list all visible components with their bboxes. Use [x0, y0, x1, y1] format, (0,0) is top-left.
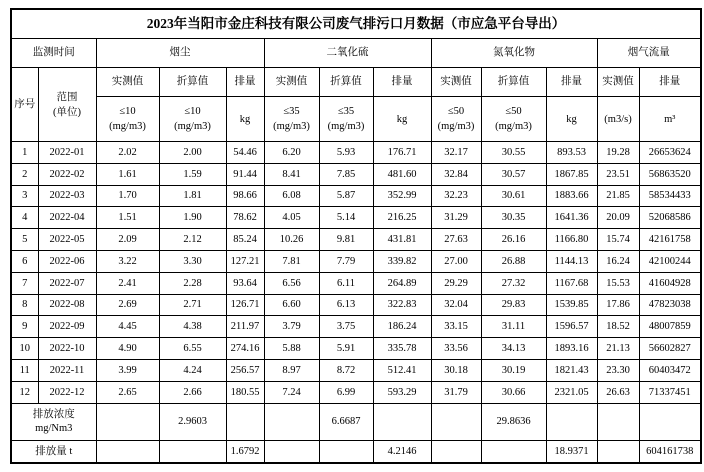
column-header-range-unit [38, 68, 96, 142]
month-cell: 2022-09 [38, 316, 96, 338]
column-unit-cell [431, 97, 481, 142]
summary-value-cell [264, 440, 319, 463]
value-cell: 4.90 [96, 338, 159, 360]
value-cell: 85.24 [226, 229, 264, 251]
column-header-measured: 实测值 [264, 68, 319, 97]
row-index-cell: 6 [11, 250, 38, 272]
row-index-cell: 5 [11, 229, 38, 251]
table-row [11, 142, 701, 164]
value-cell: 9.81 [319, 229, 373, 251]
summary-value-cell [639, 403, 701, 440]
table-row [11, 250, 701, 272]
value-cell: 27.63 [431, 229, 481, 251]
value-cell: 47823038 [639, 294, 701, 316]
column-unit-cell [226, 97, 264, 142]
summary-value-cell [373, 403, 431, 440]
column-header-emission: 排量 [639, 68, 701, 97]
table-row [11, 185, 701, 207]
unit-limit-text: kg [239, 113, 251, 125]
value-cell: 1.90 [159, 207, 226, 229]
table-row [11, 229, 701, 251]
table-row [11, 316, 701, 338]
summary-value-cell: 4.2146 [373, 440, 431, 463]
summary-value-cell [226, 403, 264, 440]
title-row [11, 9, 701, 39]
row-index-cell: 1 [11, 142, 38, 164]
value-cell: 4.45 [96, 316, 159, 338]
value-cell: 17.86 [597, 294, 639, 316]
value-cell: 52068586 [639, 207, 701, 229]
value-cell: 6.11 [319, 272, 373, 294]
value-cell: 32.84 [431, 163, 481, 185]
column-group-monitor-time: 监测时间 [11, 39, 96, 68]
month-cell: 2022-03 [38, 185, 96, 207]
value-cell: 322.83 [373, 294, 431, 316]
summary-value-cell [481, 440, 546, 463]
table-row [11, 163, 701, 185]
unit-measure-text: (mg/m3) [437, 121, 475, 132]
value-cell: 33.15 [431, 316, 481, 338]
value-cell: 30.35 [481, 207, 546, 229]
value-cell: 8.41 [264, 163, 319, 185]
summary-value-cell [319, 440, 373, 463]
summary-value-cell [431, 440, 481, 463]
column-header-measured: 实测值 [431, 68, 481, 97]
value-cell: 593.29 [373, 381, 431, 403]
value-cell: 16.24 [597, 250, 639, 272]
value-cell: 54.46 [226, 142, 264, 164]
month-cell: 2022-10 [38, 338, 96, 360]
column-group-so2: 二氧化硫 [264, 39, 431, 68]
column-unit-cell [159, 97, 226, 142]
value-cell: 1.51 [96, 207, 159, 229]
summary-value-cell: 18.9371 [546, 440, 597, 463]
row-index-cell: 4 [11, 207, 38, 229]
value-cell: 216.25 [373, 207, 431, 229]
month-cell: 2022-05 [38, 229, 96, 251]
value-cell: 60403472 [639, 359, 701, 381]
value-cell: 27.32 [481, 272, 546, 294]
value-cell: 21.13 [597, 338, 639, 360]
value-cell: 26.16 [481, 229, 546, 251]
value-cell: 30.66 [481, 381, 546, 403]
column-unit-cell [319, 97, 373, 142]
value-cell: 6.56 [264, 272, 319, 294]
value-cell: 26.88 [481, 250, 546, 272]
column-header-converted: 折算值 [319, 68, 373, 97]
value-cell: 2.65 [96, 381, 159, 403]
value-cell: 2.66 [159, 381, 226, 403]
row-index-cell: 3 [11, 185, 38, 207]
value-cell: 8.72 [319, 359, 373, 381]
value-cell: 335.78 [373, 338, 431, 360]
table-row [11, 294, 701, 316]
summary-total-label: 排放量 t [11, 440, 96, 463]
value-cell: 91.44 [226, 163, 264, 185]
concentration-label-text: 排放浓度 [32, 408, 75, 420]
unit-limit-text: m³ [664, 113, 676, 125]
value-cell: 15.53 [597, 272, 639, 294]
value-cell: 30.57 [481, 163, 546, 185]
range-unit-label: (单位) [53, 106, 81, 118]
value-cell: 512.41 [373, 359, 431, 381]
value-cell: 30.61 [481, 185, 546, 207]
value-cell: 31.11 [481, 316, 546, 338]
value-cell: 2321.05 [546, 381, 597, 403]
unit-limit-text: ≤10 [184, 106, 201, 117]
value-cell: 2.09 [96, 229, 159, 251]
row-index-cell: 10 [11, 338, 38, 360]
column-header-converted: 折算值 [159, 68, 226, 97]
unit-limit-text: ≤10 [119, 106, 136, 117]
value-cell: 1167.68 [546, 272, 597, 294]
value-cell: 21.85 [597, 185, 639, 207]
unit-limit-text: ≤50 [447, 106, 465, 117]
value-cell: 127.21 [226, 250, 264, 272]
value-cell: 5.93 [319, 142, 373, 164]
value-cell: 27.00 [431, 250, 481, 272]
summary-value-cell [597, 440, 639, 463]
summary-value-cell [159, 440, 226, 463]
value-cell: 2.12 [159, 229, 226, 251]
value-cell: 6.13 [319, 294, 373, 316]
summary-value-cell [96, 440, 159, 463]
summary-value-cell: 604161738 [639, 440, 701, 463]
value-cell: 893.53 [546, 142, 597, 164]
value-cell: 15.74 [597, 229, 639, 251]
summary-concentration-row [11, 403, 701, 440]
value-cell: 180.55 [226, 381, 264, 403]
column-unit-cell [481, 97, 546, 142]
table-row [11, 359, 701, 381]
value-cell: 31.79 [431, 381, 481, 403]
month-cell: 2022-04 [38, 207, 96, 229]
month-cell: 2022-12 [38, 381, 96, 403]
value-cell: 3.79 [264, 316, 319, 338]
value-cell: 264.89 [373, 272, 431, 294]
value-cell: 26653624 [639, 142, 701, 164]
row-index-cell: 2 [11, 163, 38, 185]
summary-value-cell: 2.9603 [159, 403, 226, 440]
column-unit-cell [96, 97, 159, 142]
value-cell: 18.52 [597, 316, 639, 338]
value-cell: 23.51 [597, 163, 639, 185]
value-cell: 3.22 [96, 250, 159, 272]
value-cell: 31.29 [431, 207, 481, 229]
month-cell: 2022-01 [38, 142, 96, 164]
value-cell: 33.56 [431, 338, 481, 360]
table-row [11, 338, 701, 360]
range-label: 范围 [56, 91, 78, 103]
summary-total-row [11, 440, 701, 463]
value-cell: 352.99 [373, 185, 431, 207]
value-cell: 6.20 [264, 142, 319, 164]
summary-value-cell: 29.8636 [481, 403, 546, 440]
value-cell: 10.26 [264, 229, 319, 251]
unit-limit-text: kg [396, 113, 408, 125]
value-cell: 6.55 [159, 338, 226, 360]
value-cell: 42161758 [639, 229, 701, 251]
value-cell: 78.62 [226, 207, 264, 229]
value-cell: 1867.85 [546, 163, 597, 185]
column-unit-cell [597, 97, 639, 142]
value-cell: 7.24 [264, 381, 319, 403]
value-cell: 56602827 [639, 338, 701, 360]
value-cell: 20.09 [597, 207, 639, 229]
value-cell: 5.91 [319, 338, 373, 360]
unit-limit-text: ≤50 [505, 106, 522, 117]
value-cell: 1641.36 [546, 207, 597, 229]
column-unit-cell [373, 97, 431, 142]
value-cell: 98.66 [226, 185, 264, 207]
row-index-cell: 8 [11, 294, 38, 316]
unit-limit-text: (m3/s) [604, 113, 632, 125]
value-cell: 7.85 [319, 163, 373, 185]
table-row [11, 272, 701, 294]
value-cell: 1596.57 [546, 316, 597, 338]
value-cell: 2.41 [96, 272, 159, 294]
column-unit-cell [639, 97, 701, 142]
month-cell: 2022-06 [38, 250, 96, 272]
unit-measure-text: (mg/m3) [109, 121, 146, 132]
summary-value-cell [264, 403, 319, 440]
value-cell: 1.61 [96, 163, 159, 185]
row-index-cell: 12 [11, 381, 38, 403]
row-index-cell: 9 [11, 316, 38, 338]
unit-limit-text: ≤35 [283, 106, 300, 117]
sub-header-row [11, 68, 701, 97]
value-cell: 1144.13 [546, 250, 597, 272]
column-header-converted: 折算值 [481, 68, 546, 97]
column-header-emission: 排量 [546, 68, 597, 97]
unit-limit-text: ≤35 [337, 106, 355, 117]
unit-measure-text: (mg/m3) [174, 121, 211, 132]
column-group-flue-gas-flow: 烟气流量 [597, 39, 701, 68]
value-cell: 29.83 [481, 294, 546, 316]
column-header-serial: 序号 [11, 68, 38, 142]
value-cell: 4.05 [264, 207, 319, 229]
value-cell: 1.59 [159, 163, 226, 185]
month-cell: 2022-08 [38, 294, 96, 316]
value-cell: 34.13 [481, 338, 546, 360]
table-title: 2023年当阳市金庄科技有限公司废气排污口月数据（市应急平台导出） [11, 9, 701, 39]
unit-header-row [11, 97, 701, 142]
value-cell: 256.57 [226, 359, 264, 381]
column-group-row [11, 39, 701, 68]
column-group-nox: 氮氧化物 [431, 39, 597, 68]
value-cell: 1883.66 [546, 185, 597, 207]
value-cell: 5.87 [319, 185, 373, 207]
value-cell: 339.82 [373, 250, 431, 272]
month-cell: 2022-07 [38, 272, 96, 294]
value-cell: 481.60 [373, 163, 431, 185]
value-cell: 5.88 [264, 338, 319, 360]
table-row [11, 207, 701, 229]
value-cell: 431.81 [373, 229, 431, 251]
value-cell: 19.28 [597, 142, 639, 164]
column-header-measured: 实测值 [96, 68, 159, 97]
column-header-measured: 实测值 [597, 68, 639, 97]
value-cell: 274.16 [226, 338, 264, 360]
value-cell: 3.75 [319, 316, 373, 338]
value-cell: 23.30 [597, 359, 639, 381]
summary-value-cell [431, 403, 481, 440]
column-group-dust: 烟尘 [96, 39, 264, 68]
value-cell: 48007859 [639, 316, 701, 338]
value-cell: 1893.16 [546, 338, 597, 360]
emission-data-table [10, 8, 702, 464]
value-cell: 32.23 [431, 185, 481, 207]
value-cell: 93.64 [226, 272, 264, 294]
value-cell: 4.38 [159, 316, 226, 338]
value-cell: 30.19 [481, 359, 546, 381]
value-cell: 1.81 [159, 185, 226, 207]
summary-value-cell [546, 403, 597, 440]
value-cell: 29.29 [431, 272, 481, 294]
value-cell: 1821.43 [546, 359, 597, 381]
unit-measure-text: (mg/m3) [327, 121, 365, 132]
value-cell: 30.55 [481, 142, 546, 164]
summary-value-cell [96, 403, 159, 440]
value-cell: 71337451 [639, 381, 701, 403]
summary-concentration-label [11, 403, 96, 440]
value-cell: 2.02 [96, 142, 159, 164]
summary-value-cell: 6.6687 [319, 403, 373, 440]
value-cell: 8.97 [264, 359, 319, 381]
value-cell: 2.28 [159, 272, 226, 294]
value-cell: 126.71 [226, 294, 264, 316]
value-cell: 58534433 [639, 185, 701, 207]
value-cell: 1539.85 [546, 294, 597, 316]
summary-value-cell [597, 403, 639, 440]
column-unit-cell [264, 97, 319, 142]
value-cell: 1.70 [96, 185, 159, 207]
value-cell: 7.79 [319, 250, 373, 272]
concentration-unit-text: mg/Nm3 [35, 422, 73, 434]
value-cell: 30.18 [431, 359, 481, 381]
row-index-cell: 7 [11, 272, 38, 294]
column-unit-cell [546, 97, 597, 142]
value-cell: 211.97 [226, 316, 264, 338]
value-cell: 6.99 [319, 381, 373, 403]
value-cell: 32.04 [431, 294, 481, 316]
row-index-cell: 11 [11, 359, 38, 381]
value-cell: 26.63 [597, 381, 639, 403]
value-cell: 7.81 [264, 250, 319, 272]
value-cell: 3.30 [159, 250, 226, 272]
column-header-emission: 排量 [226, 68, 264, 97]
value-cell: 3.99 [96, 359, 159, 381]
value-cell: 2.00 [159, 142, 226, 164]
value-cell: 42100244 [639, 250, 701, 272]
value-cell: 6.60 [264, 294, 319, 316]
column-header-emission: 排量 [373, 68, 431, 97]
value-cell: 6.08 [264, 185, 319, 207]
unit-measure-text: (mg/m3) [495, 121, 532, 132]
unit-measure-text: (mg/m3) [273, 121, 310, 132]
value-cell: 2.71 [159, 294, 226, 316]
month-cell: 2022-02 [38, 163, 96, 185]
month-cell: 2022-11 [38, 359, 96, 381]
value-cell: 56863520 [639, 163, 701, 185]
value-cell: 1166.80 [546, 229, 597, 251]
value-cell: 5.14 [319, 207, 373, 229]
value-cell: 41604928 [639, 272, 701, 294]
value-cell: 186.24 [373, 316, 431, 338]
value-cell: 4.24 [159, 359, 226, 381]
value-cell: 2.69 [96, 294, 159, 316]
value-cell: 32.17 [431, 142, 481, 164]
value-cell: 176.71 [373, 142, 431, 164]
table-row [11, 381, 701, 403]
summary-value-cell: 1.6792 [226, 440, 264, 463]
unit-limit-text: kg [566, 113, 577, 125]
